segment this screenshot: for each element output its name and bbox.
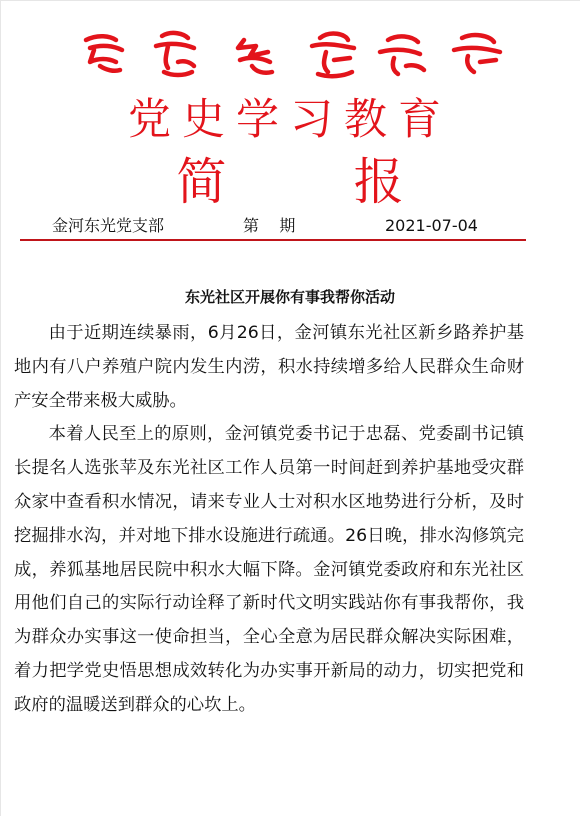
mongolian-script-graphic xyxy=(80,26,510,84)
article-paragraph: 由于近期连续暴雨，6月26日，金河镇东光社区新乡路养护基地内有八户养殖户院内发生内涝，积水持续增多给人民群众生命财产安全带来极大威胁。 xyxy=(14,323,524,411)
masthead-subtitle: 简 报 xyxy=(176,153,404,211)
masthead-divider xyxy=(20,239,526,241)
issue-date: 2021-07-04 xyxy=(385,216,478,235)
issue-number: 第 期 xyxy=(243,216,296,235)
article-paragraph: 本着人民至上的原则，金河镇党委书记于忠磊、党委副书记镇长提名人选张苹及东光社区工作人员第一时间赶到养护基地受灾群众家中查看积水情况，请来专业人士对积水区地势进行分析，及时挖掘排水沟，并对地下排水设施进行疏通。26日晚，排水沟修筑完成，养狐基地居民院中积水大幅下降。金河镇党委政府和东光社区用他们自己的实际行动诠释了新时代文明实践站你有事我帮你，我为群众办实事这一使命担当，全心全意为居民群众解决实际困难，着力把学党史悟思想成效转化为办实事开新局的动力，切实把党和政府的温暖送到群众的心坎上。 xyxy=(14,424,524,715)
mongolian-script-header xyxy=(80,26,510,84)
masthead-title: 党史学习教育 xyxy=(128,95,452,145)
article-headline: 东光社区开展你有事我帮你活动 xyxy=(184,288,395,306)
page-top-edge xyxy=(0,0,580,1)
article-body xyxy=(14,317,524,723)
organization-name: 金河东光党支部 xyxy=(52,216,165,235)
